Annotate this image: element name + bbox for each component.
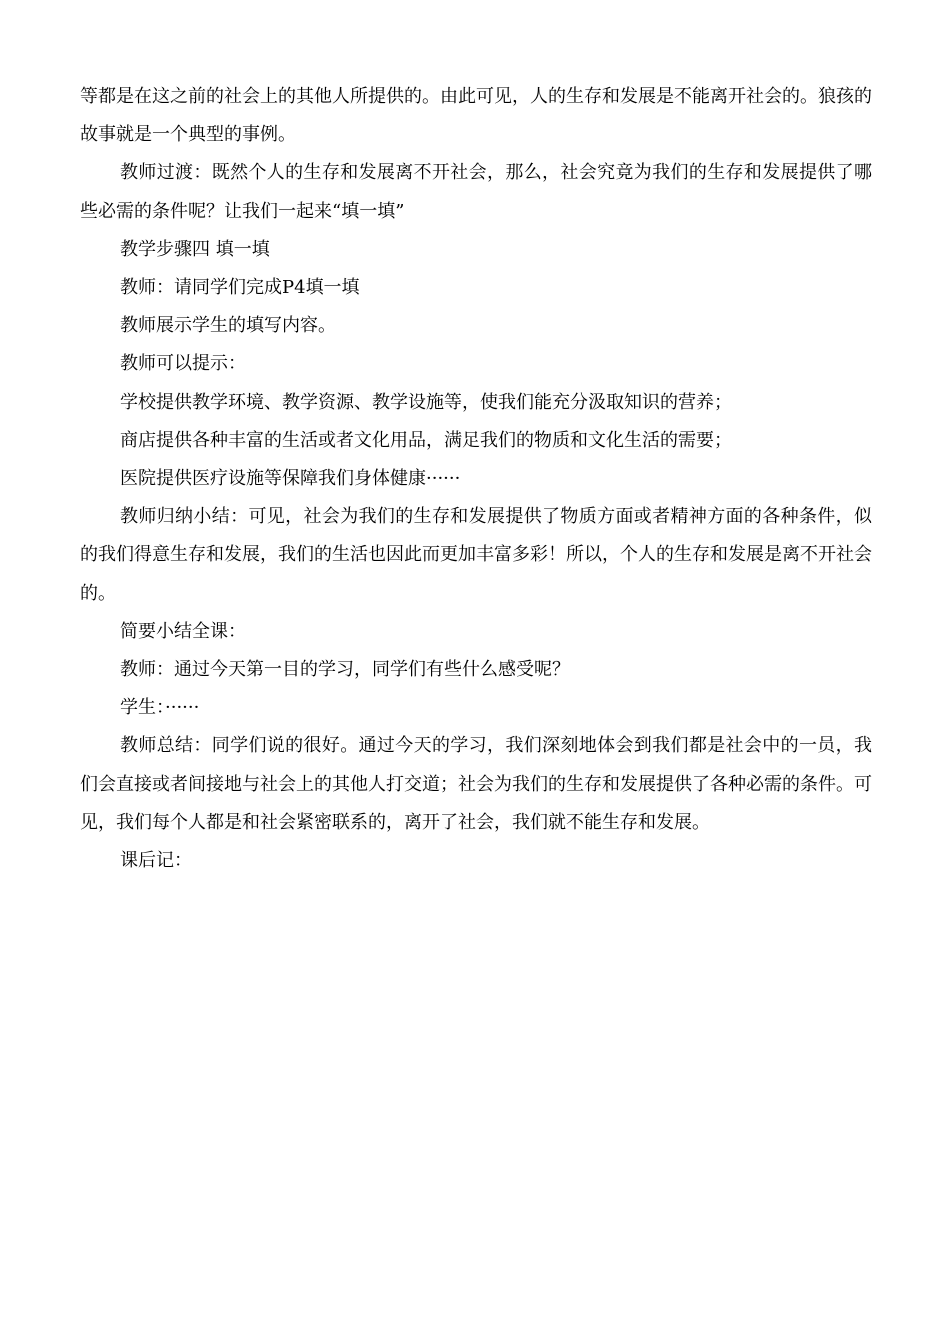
paragraph-teacher-conclusion: 教师总结：同学们说的很好。通过今天的学习，我们深刻地体会到我们都是社会中的一员，我们会直接或者间接地与社会上的其他人打交道；社会为我们的生存和发展提供了各种必需的条件。可见，我们每个人都是和社会紧密联系的，离开了社会，我们就不能生存和发展。 bbox=[80, 735, 872, 833]
paragraph-after-class-notes: 课后记： bbox=[120, 850, 192, 872]
document-body bbox=[80, 78, 872, 880]
paragraph-hospital: 医院提供医疗设施等保障我们身体健康······ bbox=[120, 468, 461, 490]
paragraph-teacher-instruction: 教师：请同学们完成P4填一填 bbox=[120, 277, 360, 299]
paragraph-teacher-transition: 教师过渡：既然个人的生存和发展离不开社会，那么，社会究竟为我们的生存和发展提供了哪些必需的条件呢？让我们一起来“填一填” bbox=[80, 162, 872, 222]
paragraph-teacher-question: 教师：通过今天第一目的学习，同学们有些什么感受呢？ bbox=[120, 659, 570, 681]
paragraph-step-four: 教学步骤四 填一填 bbox=[120, 238, 270, 260]
paragraph-continuation: 等都是在这之前的社会上的其他人所提供的。由此可见，人的生存和发展是不能离开社会的。狼孩的故事就是一个典型的事例。 bbox=[80, 86, 872, 146]
paragraph-student-answer: 学生：······ bbox=[120, 697, 200, 719]
paragraph-school: 学校提供教学环境、教学资源、教学设施等，使我们能充分汲取知识的营养； bbox=[120, 391, 732, 413]
paragraph-teacher-hint: 教师可以提示： bbox=[120, 353, 246, 375]
paragraph-store: 商店提供各种丰富的生活或者文化用品，满足我们的物质和文化生活的需要； bbox=[120, 429, 732, 451]
paragraph-teacher-summary: 教师归纳小结：可见，社会为我们的生存和发展提供了物质方面或者精神方面的各种条件，似的我们得意生存和发展，我们的生活也因此而更加丰富多彩！所以，个人的生存和发展是离不开社会的。 bbox=[80, 506, 872, 604]
paragraph-lesson-summary-heading: 简要小结全课： bbox=[120, 620, 246, 642]
paragraph-teacher-display: 教师展示学生的填写内容。 bbox=[120, 315, 336, 337]
